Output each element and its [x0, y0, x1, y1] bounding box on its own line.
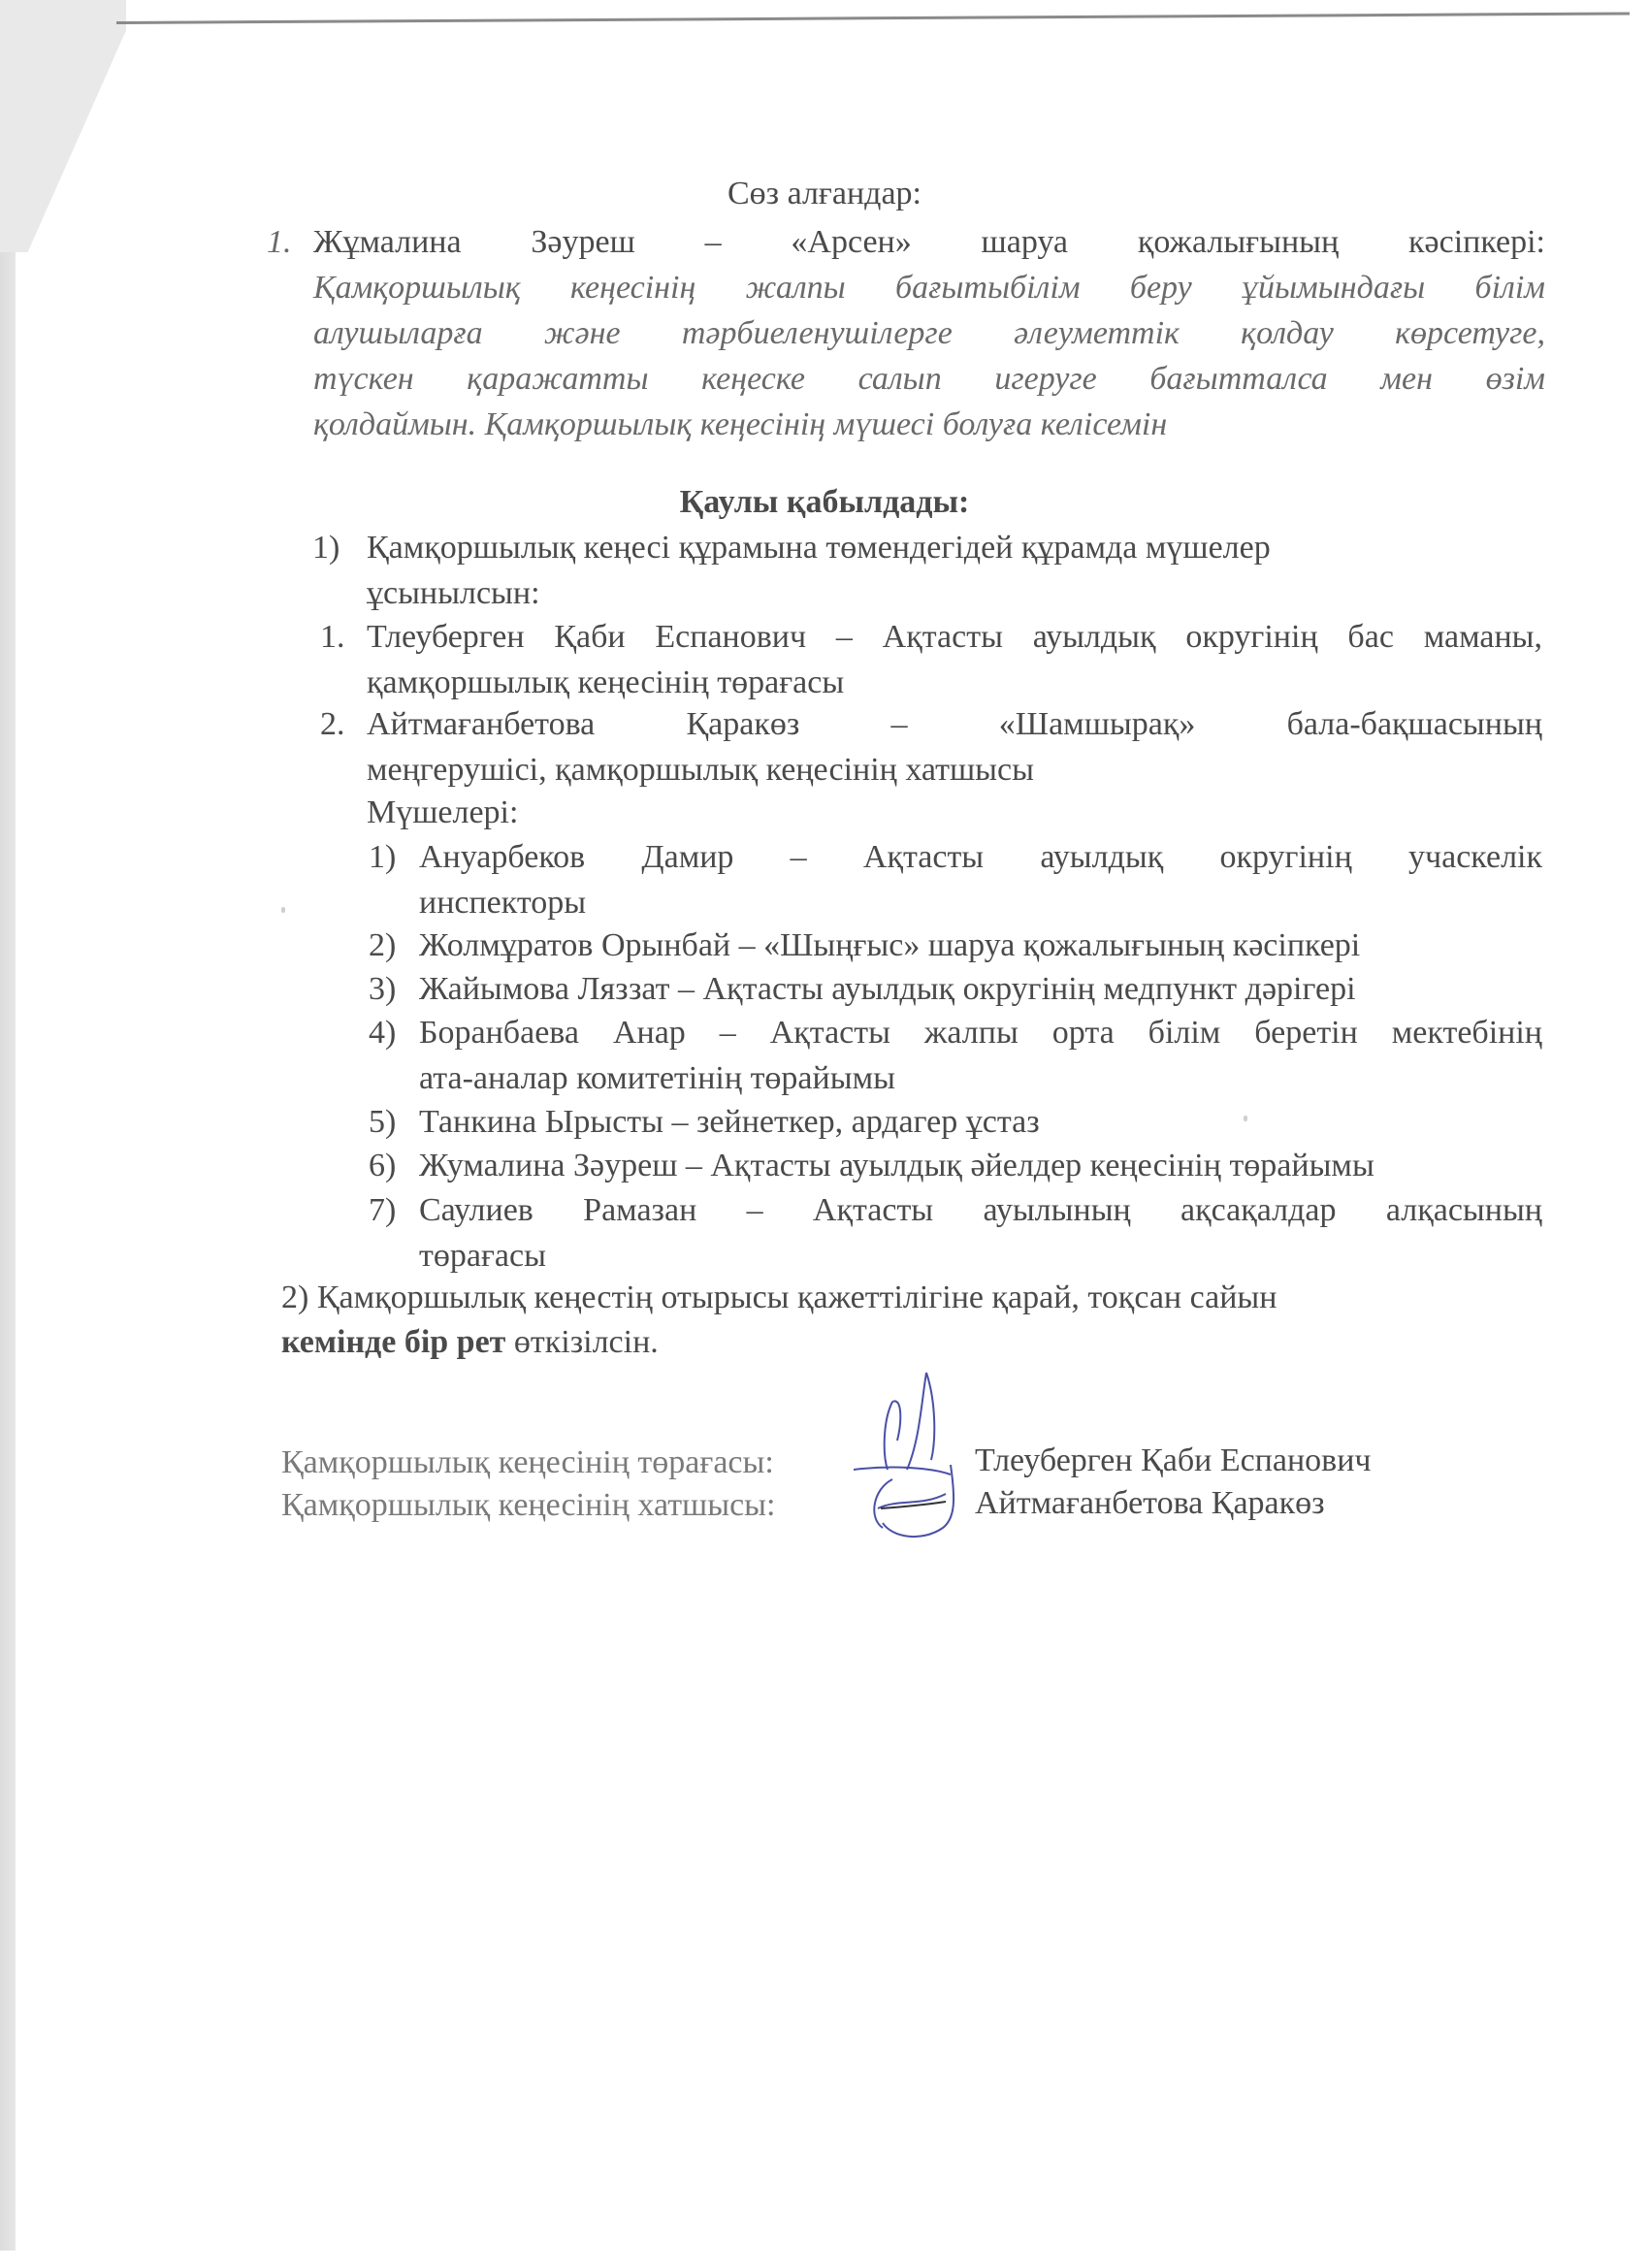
secretary-role: Қамқоршылық кеңесінің хатшысы:	[281, 1487, 776, 1523]
point1-text: Қамқоршылық кеңесі құрамына төмендегідей құрамда мүшелер	[367, 530, 1271, 566]
chair-name: Тлеуберген Қаби Еспанович	[975, 1442, 1372, 1478]
leader-text: Айтмағанбетова Қаракөз – «Шамшырақ» бала-бақшасының	[367, 706, 1542, 742]
member-text: Жумалина Зәуреш – Ақтасты ауылдық әйелдер кеңесінің төрайымы	[419, 1148, 1374, 1183]
point-number: 1)	[312, 530, 340, 566]
speaker-name-line	[313, 223, 1545, 262]
leader-number: 1.	[320, 619, 345, 655]
signature-stroke-chair	[854, 1373, 951, 1474]
member-number: 6)	[369, 1148, 397, 1183]
member-text: Боранбаева Анар – Ақтасты жалпы орта білім беретін мектебінің	[419, 1015, 1542, 1051]
members-label: Мүшелері:	[367, 794, 519, 830]
member-text: инспекторы	[419, 885, 587, 921]
speaker-statement-line: түскен қаражатты кеңеске салып игеруге бағытталса мен өзім	[313, 361, 1545, 397]
point1-text: ұсынылсын:	[367, 575, 540, 611]
speaker-name-word: кәсіпкері:	[1408, 224, 1545, 260]
speaker-number: 1.	[267, 224, 292, 260]
leader-text: қамқоршылық кеңесінің төрағасы	[367, 664, 845, 700]
speaker-name-word: –	[704, 224, 722, 260]
member-text: Ануарбеков Дамир – Ақтасты ауылдық округінің учаскелік	[419, 839, 1542, 875]
point2-emphasis: кемінде бір рет	[281, 1324, 506, 1360]
speakers-heading: Сөз алғандар:	[727, 176, 922, 211]
scan-speck	[1244, 1116, 1247, 1121]
member-text: ата-аналар комитетінің төрайымы	[419, 1060, 895, 1096]
member-text: төрағасы	[419, 1238, 546, 1274]
secretary-name: Айтмағанбетова Қаракөз	[975, 1485, 1325, 1521]
member-number: 2)	[369, 927, 397, 963]
member-text: Жайымова Ляззат – Ақтасты ауылдық округінің медпункт дәрігері	[419, 971, 1356, 1007]
point2-text-line2	[281, 1323, 659, 1362]
member-text: Саулиев Рамазан – Ақтасты ауылының ақсақалдар алқасының	[419, 1192, 1542, 1228]
handwritten-signature	[854, 1363, 989, 1547]
member-number: 3)	[369, 971, 397, 1007]
point2-text: 2) Қамқоршылық кеңестің отырысы қажеттілігіне қарай, тоқсан сайын	[281, 1280, 1277, 1315]
resolution-heading: Қаулы қабылдады:	[679, 484, 970, 520]
speaker-statement-line: қолдаймын. Қамқоршылық кеңесінің мүшесі болуға келісемін	[313, 406, 1168, 442]
member-number: 5)	[369, 1104, 397, 1140]
speaker-name-word: шаруа	[981, 224, 1069, 260]
member-number: 4)	[369, 1015, 397, 1051]
speaker-statement-line: алушыларға және тәрбиеленушілерге әлеуметтік қолдау көрсетуге,	[313, 315, 1545, 351]
speaker-name-word: «Арсен»	[791, 224, 912, 260]
leader-number: 2.	[320, 706, 345, 742]
point2-rest: өткізілсін.	[505, 1324, 659, 1360]
chair-role: Қамқоршылық кеңесінің төрағасы:	[281, 1444, 774, 1480]
speaker-name-word: қожалығының	[1137, 224, 1340, 260]
signature-stroke-secretary	[874, 1465, 954, 1537]
speaker-name-word: Зәуреш	[531, 224, 635, 260]
scan-speck	[281, 907, 285, 913]
speaker-name-word: Жұмалина	[313, 224, 462, 260]
member-text: Танкина Ырысты – зейнеткер, ардагер ұстаз	[419, 1104, 1040, 1140]
speaker-statement-line: Қамқоршылық кеңесінің жалпы бағытыбілім беру ұйымындағы білім	[313, 270, 1545, 306]
member-number: 1)	[369, 839, 397, 875]
member-text: Жолмұратов Орынбай – «Шыңғыс» шаруа қожалығының кәсіпкері	[419, 927, 1361, 963]
member-number: 7)	[369, 1192, 397, 1228]
leader-text: меңгерушісі, қамқоршылық кеңесінің хатшысы	[367, 752, 1034, 788]
leader-text: Тлеуберген Қаби Еспанович – Ақтасты ауылдық округінің бас маманы,	[367, 619, 1542, 655]
